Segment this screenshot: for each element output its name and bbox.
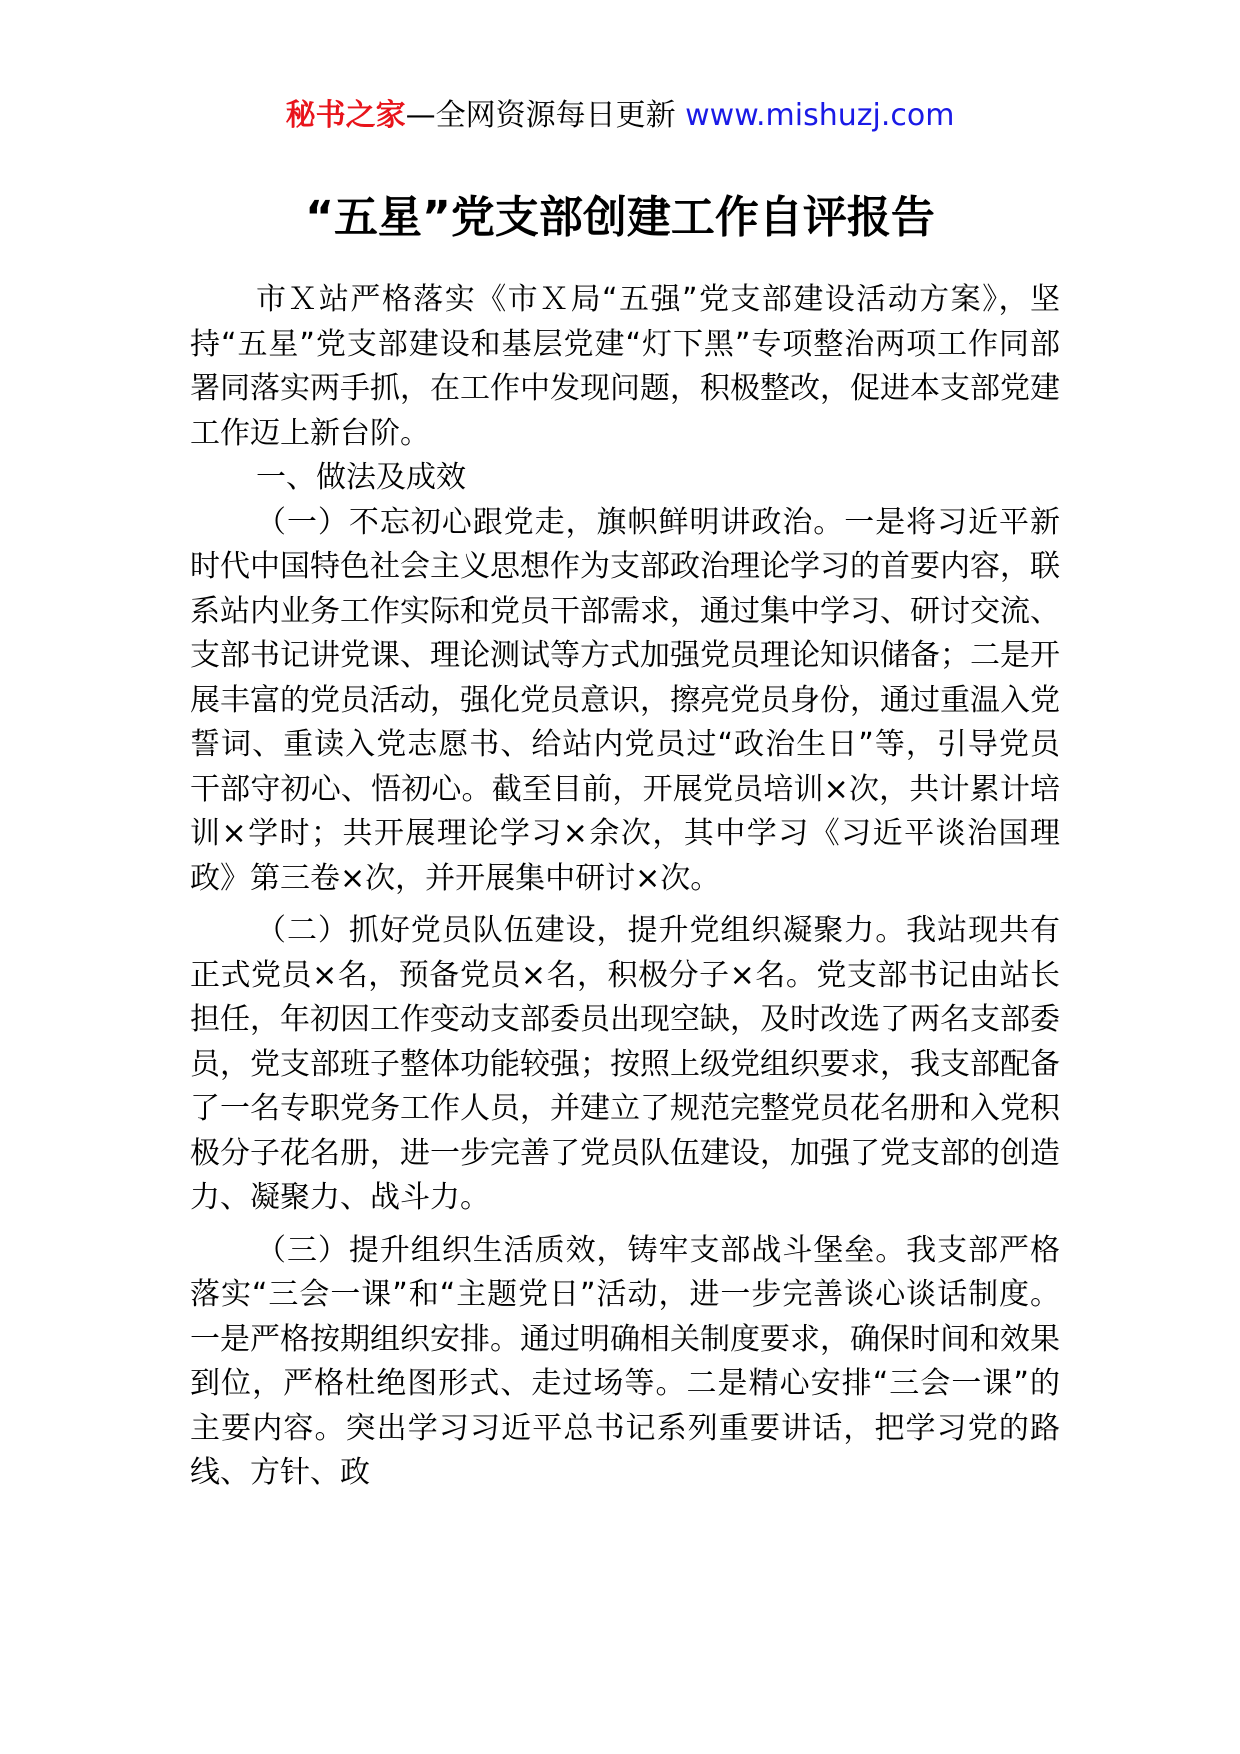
section-heading: 一、做法及成效 — [256, 460, 466, 495]
paragraph-intro: 市Ｘ站严格落实《市Ｘ局“五强”党支部建设活动方案》，坚持“五星”党支部建设和基层党建“灯下黑”专项整治两项工作同部署同落实两手抓，在工作中发现问题，积极整改，促进本支部党建工作迈上新台阶。 — [190, 282, 1060, 451]
site-header — [0, 96, 1240, 136]
paragraph-item-2: （二）抓好党员队伍建设，提升党组织凝聚力。我站现共有正式党员×名，预备党员×名，积极分子×名。党支部书记由站长担任，年初因工作变动支部委员出现空缺，及时改选了两名支部委员，党支部班子整体功能较强；按照上级党组织要求，我支部配备了一名专职党务工作人员，并建立了规范完整党员花名册和入党积极分子花名册，进一步完善了党员队伍建设，加强了党支部的创造力、凝聚力、战斗力。 — [190, 913, 1060, 1215]
site-tagline: —全网资源每日更新 — [405, 98, 676, 133]
site-brand: 秘书之家 — [285, 98, 406, 133]
site-url-link[interactable]: www.mishuzj.com — [685, 98, 955, 133]
paragraph-item-1: （一）不忘初心跟党走，旗帜鲜明讲政治。一是将习近平新时代中国特色社会主义思想作为支部政治理论学习的首要内容，联系站内业务工作实际和党员干部需求，通过集中学习、研讨交流、支部书记讲党课、理论测试等方式加强党员理论知识储备；二是开展丰富的党员活动，强化党员意识，擦亮党员身份，通过重温入党誓词、重读入党志愿书、给站内党员过“政治生日”等，引导党员干部守初心、悟初心。截至目前，开展党员培训×次，共计累计培训×学时；共开展理论学习×余次，其中学习《习近平谈治国理政》第三卷×次，并开展集中研讨×次。 — [190, 504, 1060, 896]
document-body — [190, 278, 1060, 1496]
document-title: “五星”党支部创建工作自评报告 — [305, 192, 935, 243]
paragraph-item-3: （三）提升组织生活质效，铸牢支部战斗堡垒。我支部严格落实“三会一课”和“主题党日”活动，进一步完善谈心谈话制度。一是严格按期组织安排。通过明确相关制度要求，确保时间和效果到位，严格杜绝图形式、走过场等。二是精心安排“三会一课”的主要内容。突出学习习近平总书记系列重要讲话，把学习党的路线、方针、政 — [190, 1232, 1060, 1490]
